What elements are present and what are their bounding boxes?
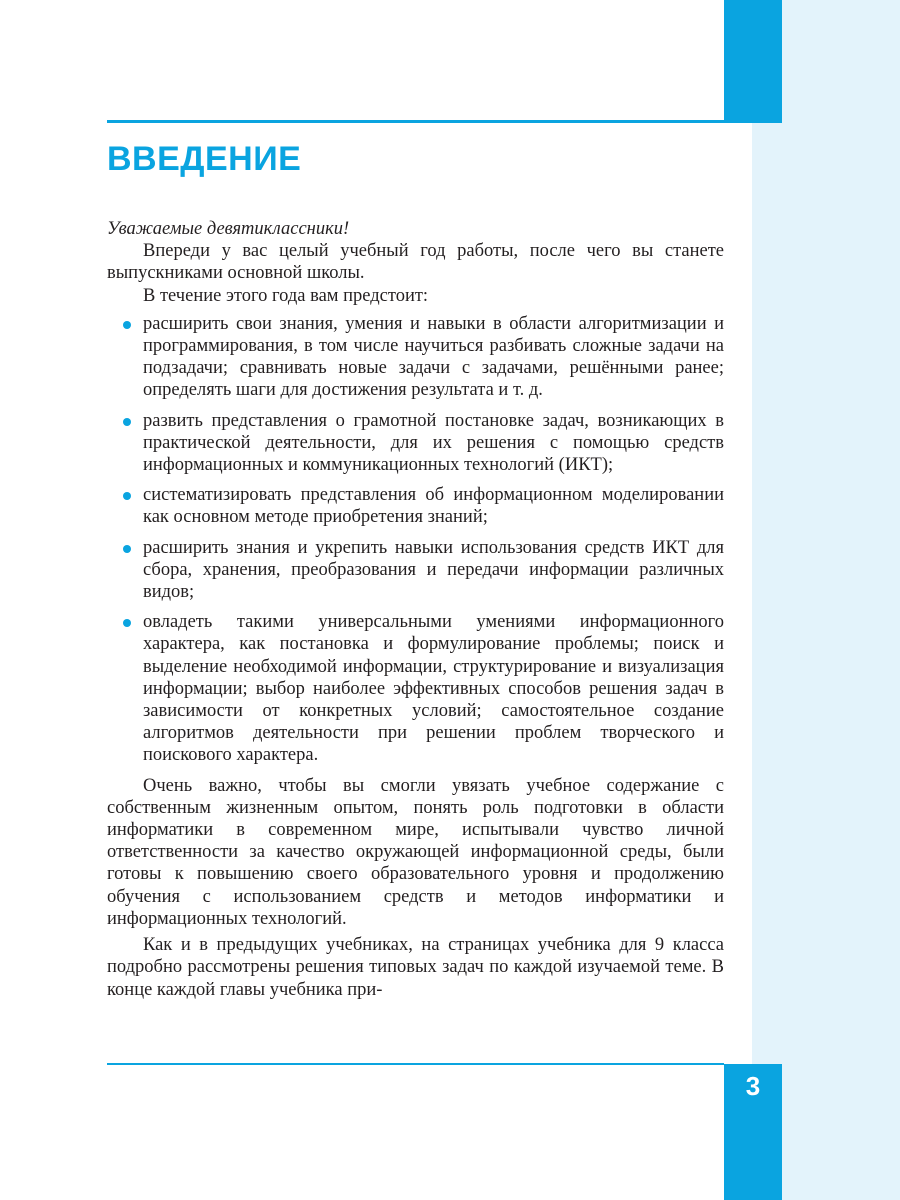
list-item-text: развить представления о грамотной постановке задач, возникающих в практической деятельности, для их решения с помощью средств информационных и коммуникационных технологий (ИКТ);: [143, 410, 724, 476]
list-item-text: расширить свои знания, умения и навыки в области алгоритмизации и программирования, в том числе научиться разбивать сложные задачи на подзадачи; сравнивать новые задачи с задачами, решёнными ранее; определять шаги для достижения результата и т. д.: [143, 313, 724, 401]
list-item-text: расширить знания и укрепить навыки использования средств ИКТ для сбора, хранения, преобразования и передачи информации различных видов;: [143, 537, 724, 603]
bottom-rule: [107, 1063, 724, 1065]
bullet-icon: [123, 321, 131, 329]
page-number: 3: [745, 1071, 761, 1101]
paragraph-lead-in: В течение этого года вам предстоит:: [143, 285, 429, 306]
page-title: ВВЕДЕНИЕ: [107, 140, 302, 178]
greeting: Уважаемые девятиклассники!: [107, 219, 350, 239]
bullet-icon: [123, 418, 131, 426]
paragraph-textbooks: Как и в предыдущих учебниках, на страницах учебника для 9 класса подробно рассмотрены решения типовых задач по каждой изучаемой теме. В конце каждой главы учебника при-: [107, 935, 724, 1000]
bullet-icon: [123, 619, 131, 627]
paragraph-intro: Впереди у вас целый учебный год работы, после чего вы станете выпускниками основной школы.: [107, 241, 724, 284]
bullet-icon: [123, 545, 131, 553]
side-panel: [752, 0, 900, 1200]
list-item: [107, 611, 724, 766]
list-item: [107, 313, 724, 402]
paragraph-importance: Очень важно, чтобы вы смогли увязать учебное содержание с собственным жизненным опытом, понять роль подготовки в области информатики в современном мире, испытывали чувство личной ответственности за качество окружающей информационной среды, были готовы к повышению своего образовательного уровня и продолжению обучения с использованием средств и методов информатики и информационных технологий.: [107, 775, 724, 929]
list-item-text: овладеть такими универсальными умениями информационного характера, как постановка и формулирование проблемы; поиск и выделение необходимой информации, структурирование и визуализация информации; выбор наиболее эффективных способов решения задач в зависимости от конкретных условий; самостоятельное создание алгоритмов деятельности при решении проблем творческого и поискового характера.: [143, 612, 724, 766]
side-tab-top: [724, 0, 782, 123]
list-item-text: систематизировать представления об информационном моделировании как основном методе приобретения знаний;: [143, 485, 724, 528]
body-text: [107, 218, 724, 1001]
goals-list: [107, 313, 724, 767]
bullet-icon: [123, 492, 131, 500]
list-item: [107, 484, 724, 528]
top-rule: [107, 120, 782, 123]
list-item: [107, 410, 724, 477]
list-item: [107, 537, 724, 604]
